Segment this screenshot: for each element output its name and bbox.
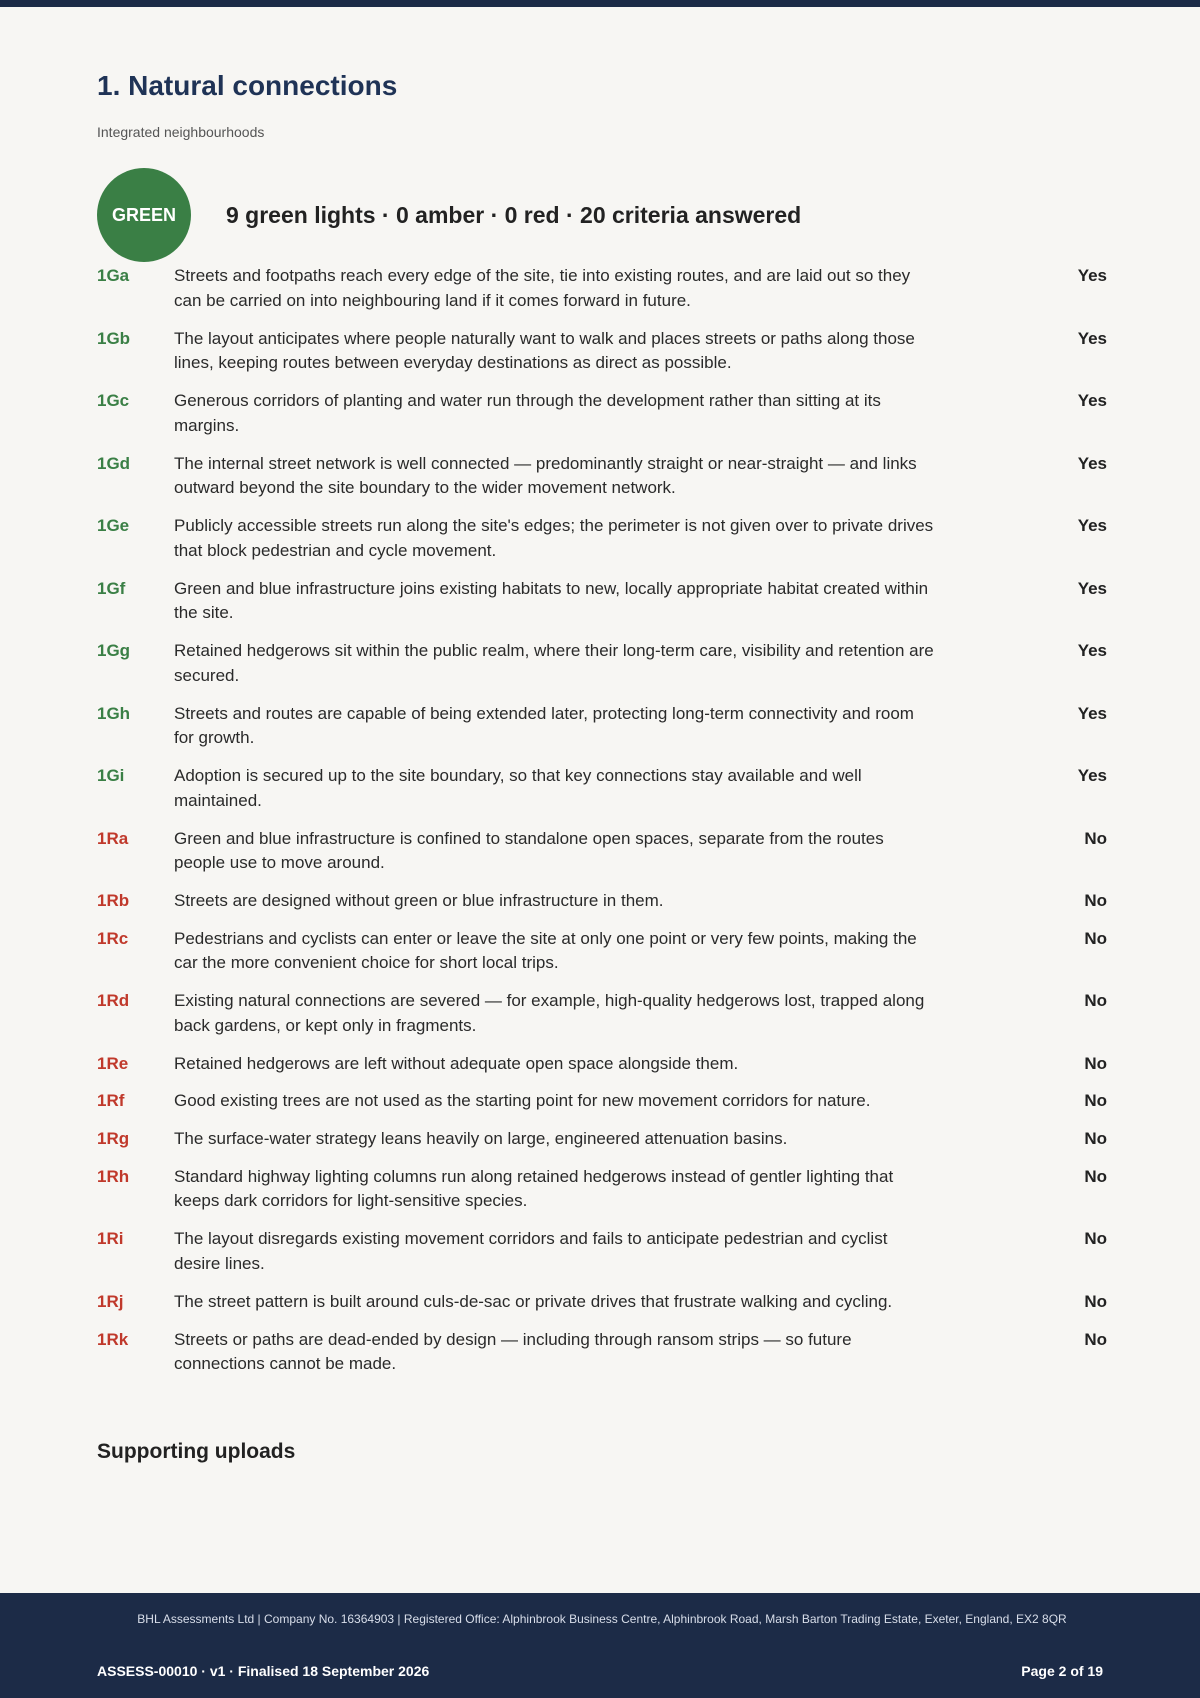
criterion-description: Streets or paths are dead-ended by design — including through ransom strips — so future connections cannot be made.	[174, 1329, 852, 1373]
criterion-row	[97, 577, 1107, 626]
criterion-row	[97, 1089, 1107, 1114]
criterion-code: 1Rd	[97, 991, 130, 1010]
criterion-description: Existing natural connections are severed — for example, high-quality hedgerows lost, trapped along back gardens, or kept only in fragments.	[174, 991, 925, 1035]
criterion-code: 1Gc	[97, 391, 130, 410]
criterion-answer: No	[1084, 1229, 1107, 1248]
criterion-row	[97, 264, 1107, 313]
page-title: 1. Natural connections	[97, 70, 398, 101]
criterion-description: Green and blue infrastructure joins existing habitats to new, locally appropriate habitat created within the site.	[174, 578, 929, 622]
criterion-description: The street pattern is built around culs-de-sac or private drives that frustrate walking and cycling.	[174, 1291, 893, 1311]
criterion-answer: No	[1084, 1291, 1107, 1311]
criterion-answer: Yes	[1077, 391, 1107, 410]
criterion-description: The layout disregards existing movement corridors and fails to anticipate pedestrian and cyclist desire lines.	[174, 1229, 888, 1273]
footer-page-number: Page 2 of 19	[1021, 1663, 1103, 1679]
page-subtitle: Integrated neighbourhoods	[97, 124, 265, 140]
criterion-answer: Yes	[1077, 641, 1107, 660]
criterion-row	[97, 764, 1107, 813]
criterion-code: 1Rb	[97, 891, 130, 910]
criterion-description: Generous corridors of planting and water run through the development rather than sitting at its margins.	[174, 391, 881, 435]
criterion-answer: Yes	[1077, 453, 1107, 473]
criterion-code: 1Gb	[97, 328, 131, 348]
criterion-answer: No	[1084, 1053, 1107, 1073]
criterion-code: 1Gd	[97, 453, 131, 473]
criterion-code: 1Gf	[97, 578, 126, 598]
criterion-answer: No	[1084, 1329, 1107, 1349]
criterion-code: 1Gg	[97, 641, 131, 660]
criterion-description: Streets are designed without green or blue infrastructure in them.	[174, 891, 664, 910]
footer-document-reference: ASSESS-00010 · v1 · Finalised 18 September 2026	[97, 1663, 430, 1679]
criterion-code: 1Ri	[97, 1229, 124, 1248]
criterion-row	[97, 389, 1107, 438]
criterion-answer: Yes	[1077, 766, 1107, 785]
footer-company-info: BHL Assessments Ltd | Company No. 16364903 | Registered Office: Alphinbrook Business Centre, Alphinbrook Road, Marsh Barton Trading Estate, Exeter, England, EX2 8QR	[137, 1612, 1067, 1626]
criterion-row	[97, 1227, 1107, 1276]
criterion-answer: Yes	[1077, 328, 1107, 348]
page-footer	[0, 1593, 1200, 1698]
criterion-answer: No	[1084, 1129, 1107, 1148]
criterion-description: Streets and footpaths reach every edge of the site, tie into existing routes, and are laid out so they can be carried on into neighbouring land if it comes forward in future.	[174, 266, 911, 310]
criterion-answer: Yes	[1077, 703, 1107, 723]
summary-bar	[97, 168, 801, 262]
criterion-description: Publicly accessible streets run along the site's edges; the perimeter is not given over to private drives that block pedestrian and cycle movement.	[174, 516, 934, 560]
criterion-row	[97, 927, 1107, 976]
criterion-code: 1Ge	[97, 516, 130, 535]
criterion-row	[97, 639, 1107, 688]
criterion-description: Retained hedgerows sit within the public realm, where their long-term care, visibility and retention are secured.	[174, 641, 934, 685]
criterion-answer: Yes	[1077, 578, 1107, 598]
criterion-answer: No	[1084, 1166, 1107, 1186]
criterion-code: 1Gi	[97, 766, 125, 785]
criterion-description: The internal street network is well connected — predominantly straight or near-straight — and links outward beyond the site boundary to the wider movement network.	[174, 453, 917, 497]
criterion-row	[97, 1290, 1107, 1315]
criterion-row	[97, 1328, 1107, 1377]
criterion-answer: No	[1084, 928, 1107, 948]
criterion-code: 1Re	[97, 1053, 129, 1073]
criterion-answer: No	[1084, 991, 1107, 1010]
criterion-row	[97, 989, 1107, 1038]
criterion-code: 1Rc	[97, 928, 129, 948]
criterion-row	[97, 327, 1107, 376]
criterion-code: 1Rk	[97, 1329, 129, 1349]
criterion-answer: Yes	[1077, 516, 1107, 535]
criterion-answer: Yes	[1077, 266, 1107, 285]
criterion-row	[97, 889, 1107, 914]
supporting-uploads-title: Supporting uploads	[97, 1440, 296, 1463]
criterion-description: Standard highway lighting columns run along retained hedgerows instead of gentler lighting that keeps dark corridors for light-sensitive species.	[174, 1166, 894, 1210]
criterion-description: The surface-water strategy leans heavily on large, engineered attenuation basins.	[174, 1129, 788, 1148]
criterion-row	[97, 514, 1107, 563]
criterion-code: 1Rh	[97, 1166, 130, 1186]
criterion-row	[97, 1127, 1107, 1152]
criterion-code: 1Rj	[97, 1291, 124, 1311]
criteria-list	[97, 264, 1107, 1390]
criterion-row	[97, 452, 1107, 501]
criterion-row	[97, 1165, 1107, 1214]
top-accent-bar	[0, 0, 1200, 7]
criterion-row	[97, 702, 1107, 751]
criterion-code: 1Ga	[97, 266, 130, 285]
criterion-code: 1Rf	[97, 1091, 125, 1110]
criterion-description: Good existing trees are not used as the starting point for new movement corridors for nature.	[174, 1091, 871, 1110]
criterion-code: 1Rg	[97, 1129, 130, 1148]
criterion-row	[97, 827, 1107, 876]
criterion-answer: No	[1084, 828, 1107, 848]
status-badge: GREEN	[97, 168, 191, 262]
criterion-answer: No	[1084, 891, 1107, 910]
criterion-description: Retained hedgerows are left without adequate open space alongside them.	[174, 1053, 739, 1073]
criterion-description: Pedestrians and cyclists can enter or leave the site at only one point or very few points, making the car the more convenient choice for short local trips.	[174, 928, 917, 972]
criterion-code: 1Ra	[97, 828, 129, 848]
criterion-description: Adoption is secured up to the site boundary, so that key connections stay available and well maintained.	[174, 766, 862, 810]
criterion-description: Streets and routes are capable of being extended later, protecting long-term connectivity and room for growth.	[174, 703, 914, 747]
criterion-description: The layout anticipates where people naturally want to walk and places streets or paths along those lines, keeping routes between everyday destinations as direct as possible.	[174, 328, 915, 372]
criterion-description: Green and blue infrastructure is confined to standalone open spaces, separate from the routes people use to move around.	[174, 828, 884, 872]
criterion-row	[97, 1052, 1107, 1077]
summary-text: 9 green lights · 0 amber · 0 red · 20 criteria answered	[226, 201, 802, 228]
criterion-answer: No	[1084, 1091, 1107, 1110]
criterion-code: 1Gh	[97, 703, 131, 723]
